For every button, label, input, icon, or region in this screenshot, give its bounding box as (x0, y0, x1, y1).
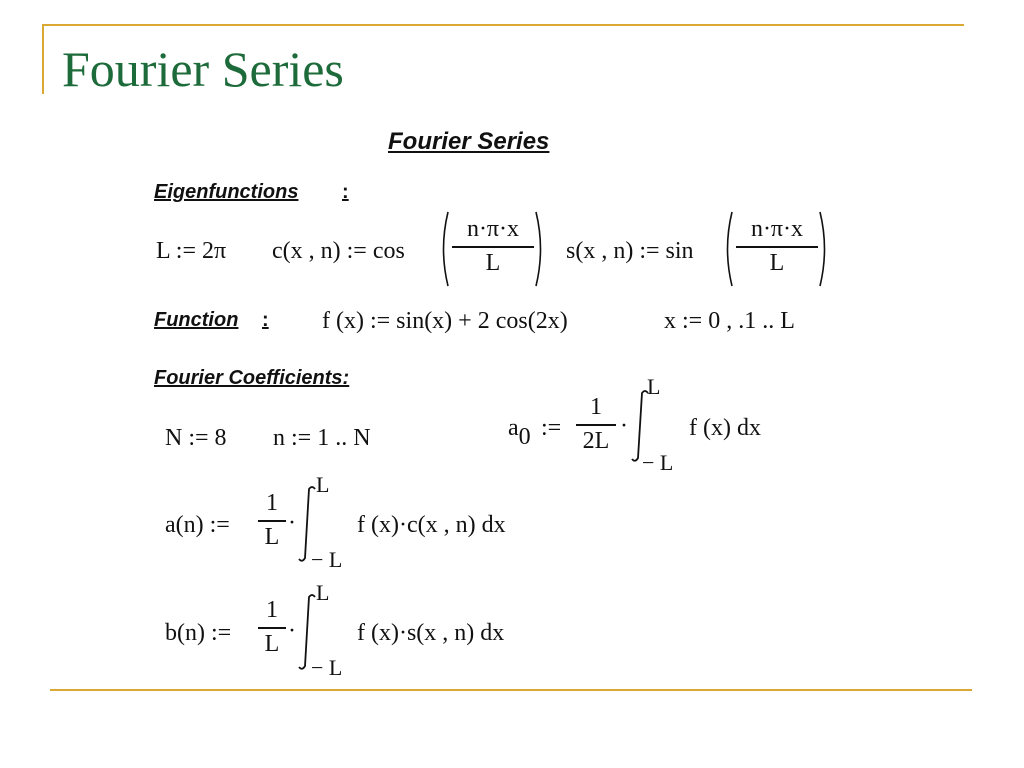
a0-symbol: a (508, 415, 519, 441)
a0-fraction-numerator: 1 (590, 394, 602, 420)
an-dot: · (288, 510, 296, 536)
N-definition: N := 8 (165, 425, 227, 451)
an-fraction-denominator: L (264, 523, 280, 550)
s-argument-fraction (736, 216, 818, 277)
slide-title: Fourier Series (62, 41, 344, 97)
bn-fraction-denominator: L (264, 630, 280, 657)
left-paren-s (722, 210, 734, 288)
frame-top-line (42, 24, 964, 26)
bn-lower-limit: − L (311, 655, 343, 680)
bn-lhs: b(n) := (165, 620, 232, 646)
function-colon: : (262, 309, 269, 331)
c-function-definition: c(x , n) := cos (272, 238, 405, 264)
c-fraction-bar (452, 246, 534, 248)
c-fraction-denominator: L (485, 249, 501, 276)
a0-assign: := (541, 415, 562, 441)
a0-subscript: 0 (518, 424, 531, 450)
an-fraction-bar (258, 520, 286, 522)
a0-fraction (576, 394, 616, 455)
right-paren-c (534, 210, 546, 288)
an-lower-limit: − L (311, 547, 343, 572)
coefficients-label: Fourier Coefficients: (154, 367, 350, 389)
bn-fraction (258, 597, 286, 658)
function-label: Function (154, 309, 239, 331)
s-fraction-bar (736, 246, 818, 248)
left-paren-c (438, 210, 450, 288)
frame-left-line (42, 24, 44, 94)
c-argument-fraction (452, 216, 534, 277)
an-fraction (258, 490, 286, 551)
bn-upper-limit: L (316, 580, 330, 605)
an-upper-limit: L (316, 472, 330, 497)
a0-lower-limit: − L (642, 450, 674, 475)
a0-lhs (508, 415, 531, 450)
x-range-definition: x := 0 , .1 .. L (664, 308, 795, 334)
bn-fraction-bar (258, 627, 286, 629)
a0-fraction-denominator: 2L (582, 427, 610, 454)
worksheet-heading: Fourier Series (388, 128, 550, 155)
s-function-definition: s(x , n) := sin (566, 238, 694, 264)
s-fraction-numerator: n·π·x (750, 216, 804, 242)
bn-integrand: f (x)·s(x , n) dx (357, 620, 505, 646)
bn-fraction-numerator: 1 (266, 597, 278, 623)
right-paren-s (818, 210, 830, 288)
eigenfunctions-label: Eigenfunctions (154, 181, 299, 203)
a0-fraction-bar (576, 424, 616, 426)
an-lhs: a(n) := (165, 512, 230, 538)
n-range-definition: n := 1 .. N (273, 425, 371, 451)
c-fraction-numerator: n·π·x (466, 216, 520, 242)
frame-bottom-line (50, 689, 972, 691)
function-definition: f (x) := sin(x) + 2 cos(2x) (322, 308, 568, 334)
an-fraction-numerator: 1 (266, 490, 278, 516)
an-integrand: f (x)·c(x , n) dx (357, 512, 506, 538)
s-fraction-denominator: L (769, 249, 785, 276)
L-definition: L := 2π (156, 238, 227, 264)
eigenfunctions-colon: : (342, 181, 349, 203)
bn-dot: · (288, 618, 296, 644)
a0-dot: · (620, 413, 628, 439)
a0-integrand: f (x) dx (689, 415, 761, 441)
a0-upper-limit: L (647, 374, 661, 399)
